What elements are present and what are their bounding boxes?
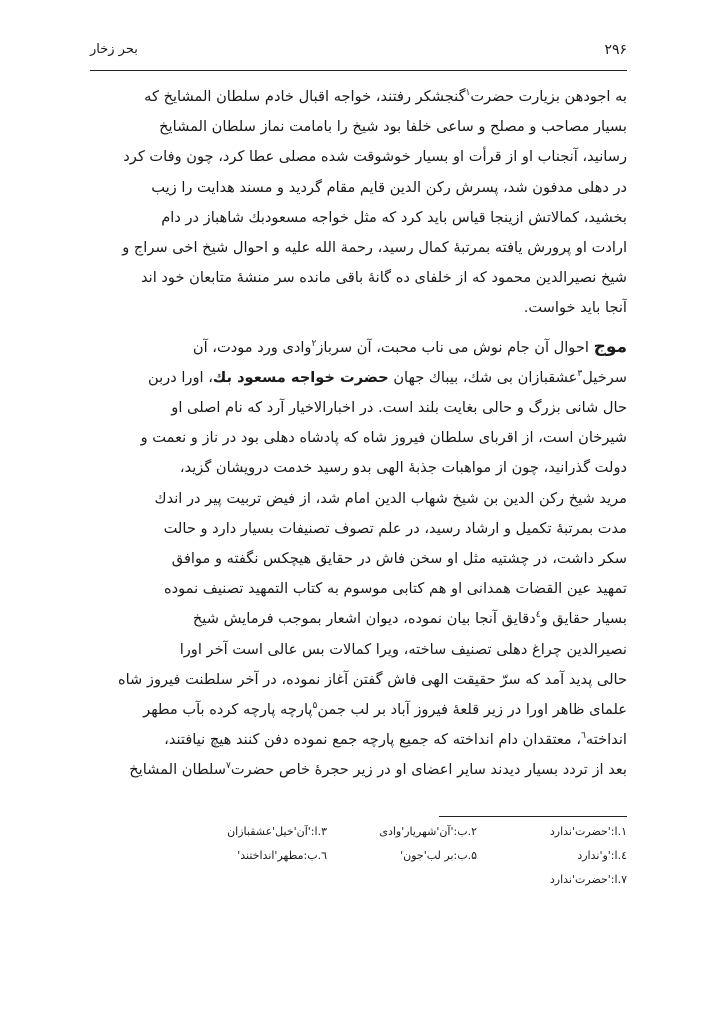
footnote: ٤.ا:'و'ندارد (577, 849, 627, 862)
footnote-marker: ۱ (465, 88, 471, 99)
text-run: سلطان المشایخ (129, 761, 226, 779)
text-line (90, 393, 627, 423)
text-run: بعد از تردد بسیار دیدند سایر اعضای او در زیر حجرهٔ خاص حضرت (230, 761, 627, 779)
header-rule (90, 70, 627, 71)
text-run: ، معتقدان دام انداخته که جمیع پارچه جمع نموده دفن کنند هیچ نیافتند، (164, 731, 582, 749)
text-run: دقایق آنجا بیان نموده، دیوان اشعار بموجب فرمایش شیخ (192, 610, 536, 628)
text-line (90, 453, 627, 483)
footnote-marker: ۷ (225, 761, 231, 772)
footnote-marker: ٦ (581, 731, 586, 742)
text-line (90, 725, 627, 755)
text-run: عشقبازان بی شك، بیباك جهان (393, 368, 578, 386)
footnotes (150, 820, 627, 892)
footnote-marker: ۵ (312, 701, 318, 712)
text-run: انداخته (585, 731, 627, 749)
text-run: بسیار مصاحب و مصلح و ساعی خلفا بود شیخ را بامامت نماز سلطان المشایخ (159, 118, 627, 136)
section-heading: موج (593, 336, 627, 357)
text-line (90, 332, 627, 363)
text-line (90, 263, 627, 293)
name-highlight: حضرت خواجه مسعود بك (212, 368, 389, 386)
footnote-rule (439, 816, 627, 817)
text-run: حال شانی بزرگ و حالی بغایت بلند است. در اخبارالاخیار آرد که نام اصلی او (171, 399, 627, 417)
text-line (90, 574, 627, 604)
text-line (90, 363, 627, 393)
text-line (90, 665, 627, 695)
text-line (90, 82, 627, 112)
text-line (90, 604, 627, 634)
running-head (90, 38, 627, 68)
text-run: شیخ نصیرالدین محمود که از خلفای ده گانهٔ باقی مانده سر منشهٔ متابعان خود اند (140, 269, 627, 287)
page-number: ۲۹۶ (604, 42, 627, 58)
text-line (90, 293, 627, 323)
text-run: مرید شیخ رکن الدین بن شیخ شهاب الدین امام شد، از فیض تربیت پیر در اندك (154, 489, 627, 507)
text-line (90, 203, 627, 233)
text-run: علمای ظاهر اورا در زیر قلعهٔ فیروز آباد بر لب جمن (317, 701, 627, 719)
text-run: بخشید، کمالاتش ازینجا قیاس باید کرد که مثل خواجه مسعودبك شاهباز در دام (161, 208, 627, 226)
text-line (90, 635, 627, 665)
text-run: پارچه پارچه کرده بآب مطهر (143, 701, 313, 719)
text-line (90, 514, 627, 544)
footnote: ۳.ا:'آن'خیل'عشقبازان (227, 825, 327, 838)
text-run: بسیار حقایق و (540, 610, 627, 628)
footnote-row (150, 844, 627, 868)
footnote-marker: ۳ (577, 368, 583, 379)
text-line (90, 112, 627, 142)
footnote-marker: ٤ (535, 610, 541, 621)
text-line (90, 755, 627, 785)
text-run: سکر داشت، در چشتیه مثل او سخن فاش در حقایق هیچکس نگفته و موافق (171, 550, 627, 568)
text-run: ، اورا دربن (148, 368, 213, 386)
footnote-row (150, 820, 627, 844)
footnote: ۷.ا:'حضرت'ندارد (549, 873, 627, 886)
text-line (90, 544, 627, 574)
text-run: حالی پدید آمد که سرّ حقیقت الهی فاش گفتن آغاز نموده، در آخر سلطنت فیروز شاه (117, 670, 627, 688)
text-run: به اجودهن بزیارت حضرت (470, 88, 627, 105)
text-run: رسانید، آنجناب او از قرأت او بسیار خوشوقت شده مصلی عطا کرد، چون وفات کرد (123, 148, 627, 166)
text-run: آنجا باید خواست. (523, 299, 627, 317)
text-run: دولت گذرانید، چون از مواهبات جذبهٔ الهی بدو رسید خدمت درویشان گزید، (179, 459, 627, 477)
text-line (90, 173, 627, 203)
text-line (90, 142, 627, 172)
footnote-row (150, 868, 627, 892)
footnote-marker: ۲ (311, 338, 317, 349)
text-run: در دهلی مدفون شد، پسرش رکن الدین قایم مقام گردید و مسند هدایت را زیب (151, 178, 627, 196)
text-run: تمهید عین القضات همدانی او هم کتابی موسوم به کتاب التمهید تصنیف نموده (163, 580, 627, 598)
text-run: گنجشکر رفتند، خواجه اقبال خادم سلطان المشایخ که (144, 88, 466, 105)
body-text (90, 82, 627, 786)
text-line (90, 695, 627, 725)
text-run: وادی ورد مودت، آن (192, 338, 312, 356)
paragraph-2 (90, 332, 627, 786)
footnote: ۵.ب:بر لب'جون' (400, 849, 477, 862)
text-line (90, 423, 627, 453)
text-run: شیرخان است، از اقربای سلطان فیروز شاه که پادشاه دهلی بود در ناز و نعمت و (140, 429, 627, 447)
text-line (90, 233, 627, 263)
text-run: نصیرالدین چراغ دهلی تصنیف ساخته، ویرا کمالات بس عالی است آخر اورا (179, 640, 627, 658)
footnote: ۲.ب:'آن'شهریار'وادی (379, 825, 477, 838)
text-line (90, 484, 627, 514)
text-run: احوال آن جام نوش می ناب محبت، آن سرباز (316, 338, 589, 356)
book-title: بحر زخار (90, 42, 138, 57)
footnote: ۱.ا:'حضرت'ندارد (549, 825, 627, 838)
text-run: سرخیل (582, 368, 627, 386)
paragraph-1 (90, 82, 627, 324)
text-run: ارادت او پرورش یافته بمرتبهٔ کمال رسید، رحمة الله علیه و احوال شیخ اخی سراج و (122, 239, 627, 257)
text-run: مدت بمرتبهٔ تکمیل و ارشاد رسید، در علم تصوف تصنیفات بسیار دارد و حالت (163, 519, 627, 537)
footnote: ٦.ب:مطهر'انداختند' (237, 849, 327, 862)
